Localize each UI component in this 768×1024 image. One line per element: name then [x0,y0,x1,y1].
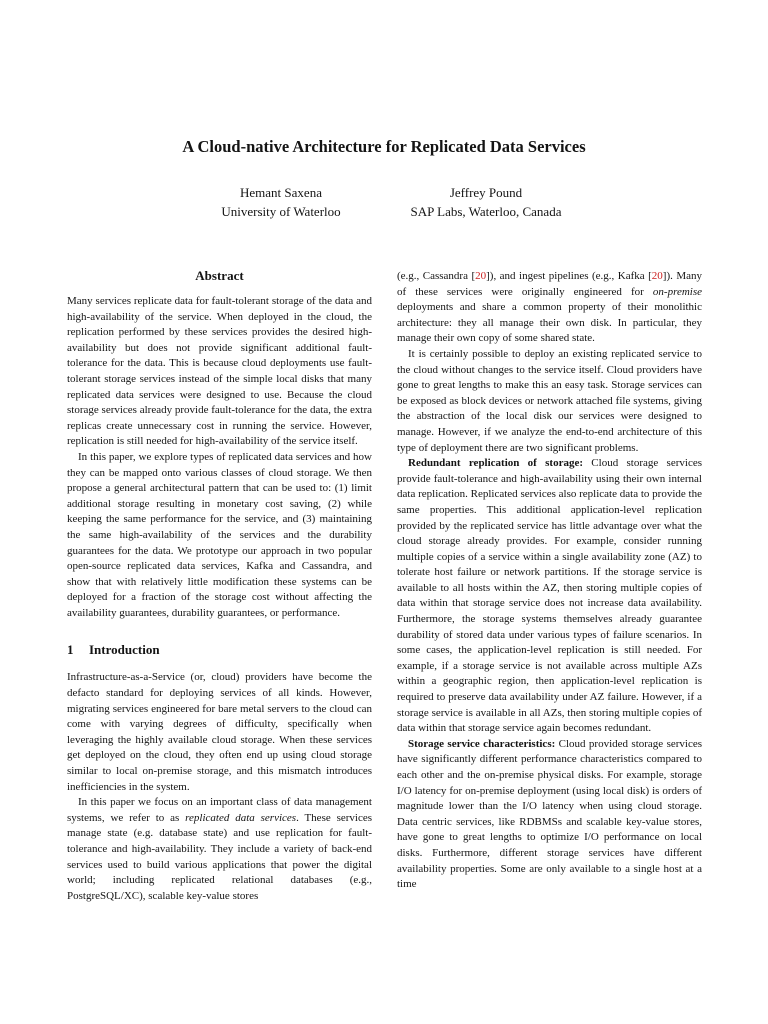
author-affiliation: University of Waterloo [221,203,341,219]
paper-title: A Cloud-native Architecture for Replicated Data Services [182,137,586,156]
section-number: 1 [67,642,74,658]
emphasis-text: on-premise [652,285,702,298]
author-affiliation: SAP Labs, Waterloo, Canada [410,203,562,219]
abstract-paragraph-1: Many services replicate data for fault-tolerant storage of the data and high-availability of the service. When deployed in the cloud, the replication performed by these services provides the desired high-availability but does not provide significant additional fault-tolerance for the data. This is because cloud deployments use fault-tolerant storage services instead of the simple local disks that many replicated data services were designed to use. Because the cloud storage services already provide fault-tolerance for the data, the extra replicas create unnecessary cost in running the service. However, replication is still needed for high-availability of the service itself. [67,295,372,448]
section-title: Introduction [89,642,160,658]
author-name: Hemant Saxena [240,185,322,200]
right-paragraph-1: (e.g., Cassandra [20]), and ingest pipelines (e.g., Kafka [20]). Many of these services were originally engineered for on-premise deployments and share a common property of their monolithic architecture: they all manage their own disk. In particular, they manage their own copy of some shared state. [397,270,702,345]
section-heading-introduction [67,641,372,658]
abstract-paragraph-2: In this paper, we explore types of replicated data services and how they can be mapped onto various classes of cloud storage. We then propose a general architectural pattern that can be used to: (1) limit additional storage resulting in monetary cost saving, (2) while keeping the same performance for the service, and (3) maintaining the same high-availability of the services and the durability guarantees for the data. We prototype our approach in two popular open-source replicated data services, Kafka and Cassandra, and show that with relatively little modification these systems can be deployed for a fraction of the storage cost without affecting the availability guarantees, durability guarantees, or performance. [67,450,372,619]
intro-paragraph-1: Infrastructure-as-a-Service (or, cloud) providers have become the defacto standard for deploying services of all kinds. However, migrating services engineered for bare metal servers to the cloud can come with varying degrees of difficulty, specifically when leveraging the highly available cloud storage. When these services get deployed on the cloud, they often end up using cloud storage similar to local on-premise storage, and this mismatch introduces inefficiencies in the system. [67,671,372,793]
citation-link[interactable]: 20 [475,270,487,282]
right-paragraph-3: Redundant replication of storage: Cloud storage services provide fault-tolerance and high-availability using their own internal data replication. Replicated services also replicate data to provide the same properties. This additional application-level replication provided by the replicated service has little advantage over what the cloud storage already provides. For example, consider running multiple copies of a service within a single availability zone (AZ) to tolerate host failure or network partitions. If the storage service is available to all hosts within the AZ, then storing multiple copies of data within that storage service does not increase data availability. Furthermore, the storage systems themselves already guarantee durability of stored data under various types of failure scenarios. In some cases, the application-level replication is still needed. For example, if a storage service is not available across multiple AZs within a geographic region, then application-level replication is required to preserve data availability under AZ failure. However, if a storage service is available in all AZs, then storing multiple copies of data within that storage service again becomes redundant. [397,457,702,735]
run-in-heading: Storage service characteristics: [408,737,556,750]
author-block-1 [196,184,366,221]
right-paragraph-2: It is certainly possible to deploy an existing replicated service to the cloud without changes to the service itself. Cloud providers have gone to great lengths to make this an easy task. Storage services can be exposed as block devices or network attached file systems, giving the abstraction of the local disk our services were designed to manage. However, if we analyze the end-to-end architecture of this type of deployment there are two significant problems. [397,347,702,454]
right-paragraph-4: Storage service characteristics: Cloud provided storage services have significantly different performance characteristics compared to each other and the on-premise physical disks. For example, storage I/O latency for on-premise deployment (using local disk) is orders of magnitude lower than the I/O latency when using cloud storage. Data centric services, like RDBMSs and scalable key-value stores, have gone to great lengths to optimize I/O performance on local disks. Furthermore, different storage services have different availability properties. Some are only available to a single host at a time [397,737,702,891]
citation-link[interactable]: 20 [651,270,663,282]
intro-paragraph-2: In this paper we focus on an important class of data management systems, we refer to as replicated data services. These services manage state (e.g. database state) and use replication for fault-tolerance and high-availability. They include a variety of back-end services used to build various applications that power the digital world; including replicated relational databases (e.g., PostgreSQL/XC), scalable key-value stores [67,796,373,902]
author-block-2 [386,184,586,221]
run-in-heading: Redundant replication of storage: [408,457,584,470]
emphasis-text: replicated data services [185,811,297,824]
left-column [67,267,372,904]
author-name: Jeffrey Pound [449,185,523,200]
abstract-heading: Abstract [195,268,244,283]
right-column [397,269,702,893]
